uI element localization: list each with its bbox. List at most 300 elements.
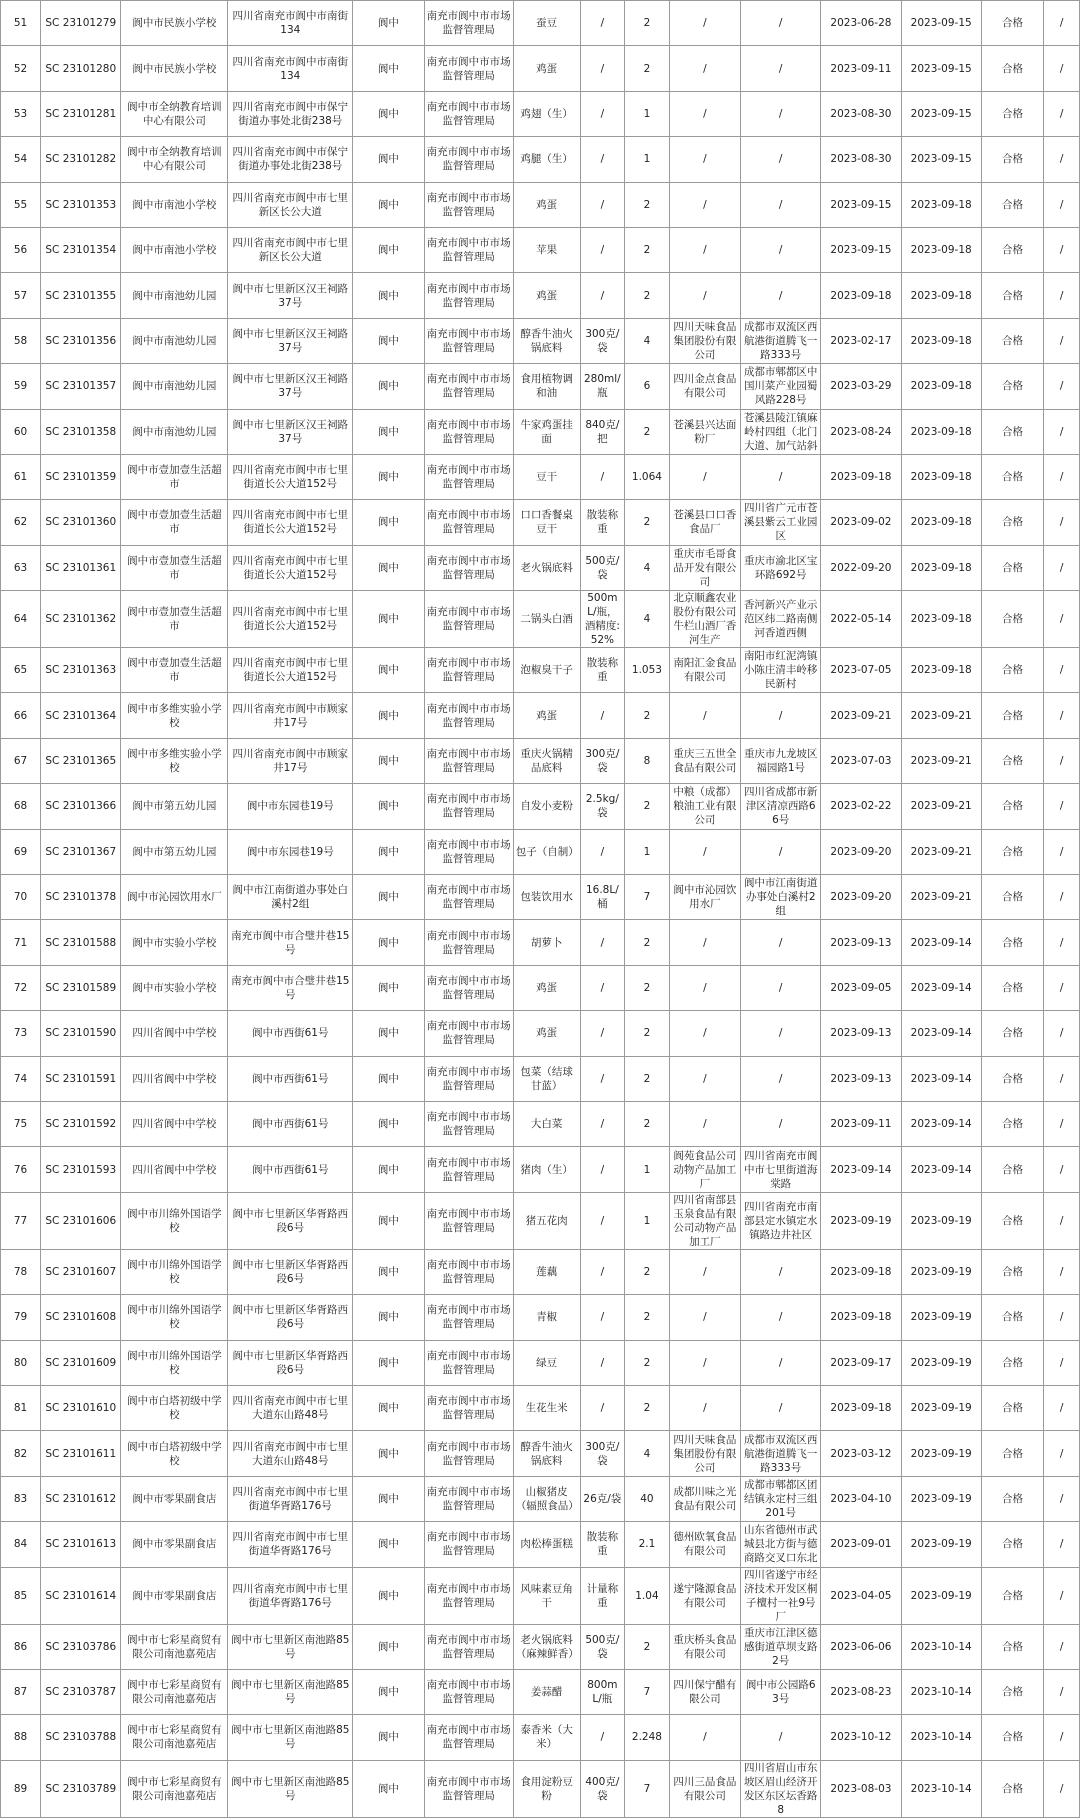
sample-name-cell: 莲藕 xyxy=(513,1249,580,1294)
sample-id-cell: SC 23101591 xyxy=(41,1056,121,1101)
manufacturer-name-cell: / xyxy=(669,1011,740,1056)
result-cell: 合格 xyxy=(981,1295,1043,1340)
region-cell: 阆中 xyxy=(353,693,424,738)
lot-quantity-cell: 1.04 xyxy=(625,1567,670,1624)
manufacturer-address-cell: 成都市郫都区中国川菜产业园蜀风路228号 xyxy=(741,364,821,409)
sampling-date-cell: 2023-09-14 xyxy=(901,1011,981,1056)
lot-quantity-cell: 1.064 xyxy=(625,454,670,499)
result-cell: 合格 xyxy=(981,1192,1043,1249)
sample-id-cell: SC 23103787 xyxy=(41,1669,121,1714)
sampled-unit-name-cell: 阆中市七彩星商贸有限公司南池嘉苑店 xyxy=(121,1669,228,1714)
spec-model-cell: 计量称重 xyxy=(580,1567,625,1624)
production-date-cell: 2023-08-30 xyxy=(821,137,901,182)
result-cell: 合格 xyxy=(981,648,1043,693)
sampling-date-cell: 2023-09-15 xyxy=(901,91,981,136)
production-date-cell: 2023-09-05 xyxy=(821,965,901,1010)
lot-quantity-cell: 1.053 xyxy=(625,648,670,693)
result-cell: 合格 xyxy=(981,91,1043,136)
production-date-cell: 2023-09-11 xyxy=(821,46,901,91)
remark-cell: / xyxy=(1044,784,1080,829)
production-date-cell: 2023-09-01 xyxy=(821,1522,901,1567)
result-cell: 合格 xyxy=(981,1567,1043,1624)
sampled-unit-name-cell: 阆中市川绵外国语学校 xyxy=(121,1340,228,1385)
manufacturer-name-cell: 阆苑食品公司 动物产品加工厂 xyxy=(669,1147,740,1192)
manufacturer-address-cell: / xyxy=(741,1101,821,1146)
task-source-cell: 南充市阆中市市场监督管理局 xyxy=(424,454,513,499)
table-row xyxy=(1,364,1080,409)
sampling-date-cell: 2023-09-19 xyxy=(901,1249,981,1294)
region-cell: 阆中 xyxy=(353,409,424,454)
spec-model-cell: / xyxy=(580,1340,625,1385)
result-cell: 合格 xyxy=(981,500,1043,545)
task-source-cell: 南充市阆中市市场监督管理局 xyxy=(424,648,513,693)
result-cell: 合格 xyxy=(981,409,1043,454)
spec-model-cell: 800mL/瓶 xyxy=(580,1669,625,1714)
spec-model-cell: 散装称重 xyxy=(580,648,625,693)
result-cell: 合格 xyxy=(981,182,1043,227)
sample-id-cell: SC 23101614 xyxy=(41,1567,121,1624)
spec-model-cell: / xyxy=(580,46,625,91)
table-row xyxy=(1,1147,1080,1192)
manufacturer-name-cell: / xyxy=(669,1056,740,1101)
sampling-date-cell: 2023-09-19 xyxy=(901,1567,981,1624)
sample-name-cell: 大白菜 xyxy=(513,1101,580,1146)
row-number-cell: 54 xyxy=(1,137,41,182)
sampled-unit-address-cell: 阆中市七里新区南池路85号 xyxy=(228,1669,353,1714)
lot-quantity-cell: 2.1 xyxy=(625,1522,670,1567)
production-date-cell: 2022-09-20 xyxy=(821,545,901,590)
task-source-cell: 南充市阆中市市场监督管理局 xyxy=(424,1192,513,1249)
remark-cell: / xyxy=(1044,1567,1080,1624)
row-number-cell: 57 xyxy=(1,273,41,318)
sampling-date-cell: 2023-09-19 xyxy=(901,1295,981,1340)
lot-quantity-cell: 40 xyxy=(625,1476,670,1521)
sampling-date-cell: 2023-09-19 xyxy=(901,1476,981,1521)
sampled-unit-name-cell: 阆中市南池幼儿园 xyxy=(121,318,228,363)
lot-quantity-cell: 1 xyxy=(625,137,670,182)
spec-model-cell: 500mL/瓶，酒精度:52% xyxy=(580,591,625,648)
production-date-cell: 2023-09-21 xyxy=(821,693,901,738)
result-cell: 合格 xyxy=(981,591,1043,648)
sample-name-cell: 山椒猪皮（辐照食品） xyxy=(513,1476,580,1521)
sampling-date-cell: 2023-09-14 xyxy=(901,1101,981,1146)
sampling-date-cell: 2023-09-19 xyxy=(901,1522,981,1567)
spec-model-cell: / xyxy=(580,1385,625,1430)
row-number-cell: 83 xyxy=(1,1476,41,1521)
sample-id-cell: SC 23101590 xyxy=(41,1011,121,1056)
sampled-unit-name-cell: 四川省阆中中学校 xyxy=(121,1056,228,1101)
row-number-cell: 73 xyxy=(1,1011,41,1056)
manufacturer-address-cell: 四川省遂宁市经济技术开发区桐子檀村一社9号厂 xyxy=(741,1567,821,1624)
task-source-cell: 南充市阆中市市场监督管理局 xyxy=(424,829,513,874)
sample-name-cell: 老火锅底料 xyxy=(513,545,580,590)
region-cell: 阆中 xyxy=(353,1295,424,1340)
spec-model-cell: / xyxy=(580,1056,625,1101)
row-number-cell: 53 xyxy=(1,91,41,136)
task-source-cell: 南充市阆中市市场监督管理局 xyxy=(424,1624,513,1669)
lot-quantity-cell: 2 xyxy=(625,409,670,454)
region-cell: 阆中 xyxy=(353,1011,424,1056)
spec-model-cell: / xyxy=(580,1192,625,1249)
manufacturer-address-cell: 成都市双流区西航港街道腾飞一路333号 xyxy=(741,318,821,363)
spec-model-cell: 300克/袋 xyxy=(580,738,625,783)
sampled-unit-name-cell: 阆中市全纳教育培训中心有限公司 xyxy=(121,91,228,136)
remark-cell: / xyxy=(1044,693,1080,738)
lot-quantity-cell: 1 xyxy=(625,1147,670,1192)
sampled-unit-address-cell: 南充市阆中市合璧井巷15号 xyxy=(228,920,353,965)
manufacturer-address-cell: 重庆市九龙坡区福园路1号 xyxy=(741,738,821,783)
production-date-cell: 2023-09-20 xyxy=(821,829,901,874)
sampling-date-cell: 2023-09-19 xyxy=(901,1340,981,1385)
sampling-date-cell: 2023-09-15 xyxy=(901,137,981,182)
lot-quantity-cell: 2 xyxy=(625,46,670,91)
manufacturer-address-cell: / xyxy=(741,1385,821,1430)
lot-quantity-cell: 4 xyxy=(625,591,670,648)
remark-cell: / xyxy=(1044,500,1080,545)
lot-quantity-cell: 8 xyxy=(625,738,670,783)
task-source-cell: 南充市阆中市市场监督管理局 xyxy=(424,965,513,1010)
row-number-cell: 87 xyxy=(1,1669,41,1714)
lot-quantity-cell: 1 xyxy=(625,91,670,136)
manufacturer-name-cell: / xyxy=(669,91,740,136)
sample-id-cell: SC 23101281 xyxy=(41,91,121,136)
sampling-date-cell: 2023-09-19 xyxy=(901,1192,981,1249)
sampling-date-cell: 2023-09-19 xyxy=(901,1431,981,1476)
spec-model-cell: 280ml/瓶 xyxy=(580,364,625,409)
table-row xyxy=(1,1567,1080,1624)
sample-name-cell: 鸡蛋 xyxy=(513,46,580,91)
remark-cell: / xyxy=(1044,1476,1080,1521)
lot-quantity-cell: 7 xyxy=(625,1669,670,1714)
row-number-cell: 52 xyxy=(1,46,41,91)
sampled-unit-address-cell: 四川省南充市阆中市七里大道东山路48号 xyxy=(228,1385,353,1430)
sample-id-cell: SC 23101355 xyxy=(41,273,121,318)
manufacturer-name-cell: / xyxy=(669,693,740,738)
production-date-cell: 2023-04-05 xyxy=(821,1567,901,1624)
production-date-cell: 2023-08-30 xyxy=(821,91,901,136)
sample-name-cell: 牛家鸡蛋挂面 xyxy=(513,409,580,454)
task-source-cell: 南充市阆中市市场监督管理局 xyxy=(424,1567,513,1624)
sample-name-cell: 青椒 xyxy=(513,1295,580,1340)
sampled-unit-name-cell: 阆中市全纳教育培训中心有限公司 xyxy=(121,137,228,182)
production-date-cell: 2023-08-03 xyxy=(821,1760,901,1817)
sampled-unit-address-cell: 阆中市西街61号 xyxy=(228,1101,353,1146)
sampled-unit-address-cell: 四川省南充市阆中市南街134 xyxy=(228,46,353,91)
task-source-cell: 南充市阆中市市场监督管理局 xyxy=(424,1011,513,1056)
task-source-cell: 南充市阆中市市场监督管理局 xyxy=(424,738,513,783)
spec-model-cell: / xyxy=(580,1715,625,1760)
remark-cell: / xyxy=(1044,1,1080,46)
sampled-unit-address-cell: 四川省南充市阆中市顾家井17号 xyxy=(228,693,353,738)
region-cell: 阆中 xyxy=(353,364,424,409)
region-cell: 阆中 xyxy=(353,1101,424,1146)
sampled-unit-address-cell: 阆中市西街61号 xyxy=(228,1056,353,1101)
remark-cell: / xyxy=(1044,137,1080,182)
task-source-cell: 南充市阆中市市场监督管理局 xyxy=(424,1669,513,1714)
lot-quantity-cell: 2 xyxy=(625,500,670,545)
row-number-cell: 77 xyxy=(1,1192,41,1249)
result-cell: 合格 xyxy=(981,1101,1043,1146)
sampled-unit-name-cell: 阆中市民族小学校 xyxy=(121,46,228,91)
production-date-cell: 2023-09-19 xyxy=(821,1192,901,1249)
result-cell: 合格 xyxy=(981,227,1043,272)
table-row xyxy=(1,1385,1080,1430)
remark-cell: / xyxy=(1044,1147,1080,1192)
table-row xyxy=(1,227,1080,272)
task-source-cell: 南充市阆中市市场监督管理局 xyxy=(424,1431,513,1476)
result-cell: 合格 xyxy=(981,693,1043,738)
manufacturer-name-cell: 重庆三五世全食品有限公司 xyxy=(669,738,740,783)
manufacturer-address-cell: / xyxy=(741,1295,821,1340)
sample-id-cell: SC 23101378 xyxy=(41,875,121,920)
region-cell: 阆中 xyxy=(353,1147,424,1192)
sampled-unit-name-cell: 阆中市零果副食店 xyxy=(121,1476,228,1521)
sampled-unit-address-cell: 阆中市西街61号 xyxy=(228,1147,353,1192)
sampled-unit-address-cell: 四川省南充市阆中市七里街道长公大道152号 xyxy=(228,591,353,648)
sample-name-cell: 绿豆 xyxy=(513,1340,580,1385)
sample-name-cell: 生花生米 xyxy=(513,1385,580,1430)
manufacturer-name-cell: / xyxy=(669,1249,740,1294)
production-date-cell: 2023-06-06 xyxy=(821,1624,901,1669)
manufacturer-address-cell: 成都市双流区西航港街道腾飞一路333号 xyxy=(741,1431,821,1476)
region-cell: 阆中 xyxy=(353,1340,424,1385)
sampled-unit-name-cell: 阆中市白塔初级中学校 xyxy=(121,1385,228,1430)
region-cell: 阆中 xyxy=(353,1,424,46)
region-cell: 阆中 xyxy=(353,1567,424,1624)
sample-id-cell: SC 23101365 xyxy=(41,738,121,783)
sampled-unit-address-cell: 四川省南充市阆中市七里街道长公大道152号 xyxy=(228,545,353,590)
manufacturer-address-cell: 南阳市红泥湾镇小陈庄清丰岭移民新村 xyxy=(741,648,821,693)
region-cell: 阆中 xyxy=(353,648,424,693)
result-cell: 合格 xyxy=(981,545,1043,590)
lot-quantity-cell: 2 xyxy=(625,1,670,46)
production-date-cell: 2023-09-02 xyxy=(821,500,901,545)
result-cell: 合格 xyxy=(981,454,1043,499)
table-row xyxy=(1,1340,1080,1385)
remark-cell: / xyxy=(1044,46,1080,91)
task-source-cell: 南充市阆中市市场监督管理局 xyxy=(424,920,513,965)
sample-name-cell: 肉松棒蛋糕 xyxy=(513,1522,580,1567)
sampled-unit-name-cell: 阆中市第五幼儿园 xyxy=(121,784,228,829)
manufacturer-name-cell: 遂宁隆源食品有限公司 xyxy=(669,1567,740,1624)
row-number-cell: 61 xyxy=(1,454,41,499)
spec-model-cell: / xyxy=(580,693,625,738)
result-cell: 合格 xyxy=(981,1669,1043,1714)
sampling-date-cell: 2023-09-14 xyxy=(901,920,981,965)
row-number-cell: 67 xyxy=(1,738,41,783)
task-source-cell: 南充市阆中市市场监督管理局 xyxy=(424,227,513,272)
spec-model-cell: 2.5kg/袋 xyxy=(580,784,625,829)
lot-quantity-cell: 2 xyxy=(625,693,670,738)
spec-model-cell: 840克/把 xyxy=(580,409,625,454)
task-source-cell: 南充市阆中市市场监督管理局 xyxy=(424,1715,513,1760)
region-cell: 阆中 xyxy=(353,91,424,136)
sample-id-cell: SC 23101280 xyxy=(41,46,121,91)
region-cell: 阆中 xyxy=(353,1385,424,1430)
sample-id-cell: SC 23101361 xyxy=(41,545,121,590)
sampled-unit-name-cell: 阆中市川绵外国语学校 xyxy=(121,1295,228,1340)
production-date-cell: 2023-10-12 xyxy=(821,1715,901,1760)
sampled-unit-address-cell: 阆中市七里新区华胥路西段6号 xyxy=(228,1192,353,1249)
lot-quantity-cell: 2 xyxy=(625,182,670,227)
sampled-unit-name-cell: 阆中市南池小学校 xyxy=(121,227,228,272)
production-date-cell: 2023-09-18 xyxy=(821,1295,901,1340)
table-row xyxy=(1,454,1080,499)
sampling-date-cell: 2023-09-18 xyxy=(901,500,981,545)
sampled-unit-address-cell: 阆中市七里新区南池路85号 xyxy=(228,1624,353,1669)
remark-cell: / xyxy=(1044,1011,1080,1056)
sampled-unit-name-cell: 四川省阆中中学校 xyxy=(121,1101,228,1146)
manufacturer-name-cell: 四川省南部县玉泉食品有限公司动物产品加工厂 xyxy=(669,1192,740,1249)
sampling-date-cell: 2023-09-18 xyxy=(901,227,981,272)
sampled-unit-address-cell: 阆中市七里新区南池路85号 xyxy=(228,1715,353,1760)
production-date-cell: 2023-03-12 xyxy=(821,1431,901,1476)
spec-model-cell: / xyxy=(580,91,625,136)
region-cell: 阆中 xyxy=(353,1522,424,1567)
manufacturer-address-cell: 阆中市公园路63号 xyxy=(741,1669,821,1714)
spec-model-cell: / xyxy=(580,1,625,46)
sample-id-cell: SC 23101589 xyxy=(41,965,121,1010)
manufacturer-address-cell: / xyxy=(741,91,821,136)
row-number-cell: 76 xyxy=(1,1147,41,1192)
row-number-cell: 80 xyxy=(1,1340,41,1385)
task-source-cell: 南充市阆中市市场监督管理局 xyxy=(424,91,513,136)
production-date-cell: 2023-02-22 xyxy=(821,784,901,829)
sampled-unit-name-cell: 阆中市壹加壹生活超市 xyxy=(121,591,228,648)
result-cell: 合格 xyxy=(981,1056,1043,1101)
manufacturer-name-cell: / xyxy=(669,920,740,965)
result-cell: 合格 xyxy=(981,1,1043,46)
sample-id-cell: SC 23101367 xyxy=(41,829,121,874)
sample-name-cell: 重庆火锅精品底料 xyxy=(513,738,580,783)
sample-id-cell: SC 23101353 xyxy=(41,182,121,227)
spec-model-cell: / xyxy=(580,965,625,1010)
sampled-unit-name-cell: 阆中市零果副食店 xyxy=(121,1522,228,1567)
sample-name-cell: 食用植物调和油 xyxy=(513,364,580,409)
manufacturer-address-cell: 四川省成都市新津区清凉西路66号 xyxy=(741,784,821,829)
spec-model-cell: / xyxy=(580,454,625,499)
sampled-unit-address-cell: 四川省南充市阆中市七里街道华胥路176号 xyxy=(228,1567,353,1624)
row-number-cell: 82 xyxy=(1,1431,41,1476)
manufacturer-address-cell: 香河新兴产业示范区纬二路南侧河香道西侧 xyxy=(741,591,821,648)
sampled-unit-address-cell: 阆中市七里新区华胥路西段6号 xyxy=(228,1295,353,1340)
result-cell: 合格 xyxy=(981,829,1043,874)
sampling-date-cell: 2023-09-15 xyxy=(901,1,981,46)
manufacturer-address-cell: / xyxy=(741,137,821,182)
task-source-cell: 南充市阆中市市场监督管理局 xyxy=(424,1385,513,1430)
sampled-unit-name-cell: 阆中市零果副食店 xyxy=(121,1567,228,1624)
row-number-cell: 63 xyxy=(1,545,41,590)
sampled-unit-address-cell: 四川省南充市阆中市七里街道长公大道152号 xyxy=(228,500,353,545)
manufacturer-address-cell: 四川省眉山市东坡区眉山经济开发区东区坛香路8 xyxy=(741,1760,821,1817)
lot-quantity-cell: 2 xyxy=(625,1101,670,1146)
task-source-cell: 南充市阆中市市场监督管理局 xyxy=(424,500,513,545)
table-row xyxy=(1,409,1080,454)
sample-id-cell: SC 23101613 xyxy=(41,1522,121,1567)
sampled-unit-address-cell: 阆中市东园巷19号 xyxy=(228,829,353,874)
remark-cell: / xyxy=(1044,875,1080,920)
region-cell: 阆中 xyxy=(353,500,424,545)
sample-name-cell: 姜蒜醋 xyxy=(513,1669,580,1714)
sampled-unit-name-cell: 阆中市川绵外国语学校 xyxy=(121,1249,228,1294)
sample-name-cell: 鸡蛋 xyxy=(513,965,580,1010)
remark-cell: / xyxy=(1044,318,1080,363)
spec-model-cell: / xyxy=(580,273,625,318)
spec-model-cell: 300克/袋 xyxy=(580,1431,625,1476)
sampling-date-cell: 2023-09-21 xyxy=(901,693,981,738)
sample-name-cell: 鸡腿（生） xyxy=(513,137,580,182)
sample-name-cell: 口口香餐桌豆干 xyxy=(513,500,580,545)
sample-id-cell: SC 23101608 xyxy=(41,1295,121,1340)
manufacturer-name-cell: 中粮（成都）粮油工业有限公司 xyxy=(669,784,740,829)
sampled-unit-name-cell: 阆中市民族小学校 xyxy=(121,1,228,46)
row-number-cell: 66 xyxy=(1,693,41,738)
production-date-cell: 2023-09-18 xyxy=(821,1385,901,1430)
row-number-cell: 56 xyxy=(1,227,41,272)
manufacturer-address-cell: / xyxy=(741,1011,821,1056)
manufacturer-name-cell: 重庆桥头食品有限公司 xyxy=(669,1624,740,1669)
sampling-date-cell: 2023-09-14 xyxy=(901,1147,981,1192)
sampling-date-cell: 2023-10-14 xyxy=(901,1669,981,1714)
remark-cell: / xyxy=(1044,182,1080,227)
sample-name-cell: 猪五花肉 xyxy=(513,1192,580,1249)
lot-quantity-cell: 2 xyxy=(625,1624,670,1669)
manufacturer-name-cell: / xyxy=(669,1101,740,1146)
sample-name-cell: 二锅头白酒 xyxy=(513,591,580,648)
lot-quantity-cell: 2 xyxy=(625,227,670,272)
sample-name-cell: 猪肉（生） xyxy=(513,1147,580,1192)
sample-name-cell: 苹果 xyxy=(513,227,580,272)
manufacturer-name-cell: 四川天味食品集团股份有限公司 xyxy=(669,1431,740,1476)
region-cell: 阆中 xyxy=(353,875,424,920)
manufacturer-address-cell: 四川省南充市阆中市七里街道海棠路 xyxy=(741,1147,821,1192)
region-cell: 阆中 xyxy=(353,1431,424,1476)
spec-model-cell: / xyxy=(580,1249,625,1294)
sampled-unit-address-cell: 阆中市七里新区汉王祠路37号 xyxy=(228,409,353,454)
manufacturer-address-cell: 重庆市江津区德感街道草坝支路2号 xyxy=(741,1624,821,1669)
remark-cell: / xyxy=(1044,1340,1080,1385)
sample-id-cell: SC 23101364 xyxy=(41,693,121,738)
spec-model-cell: 散装称重 xyxy=(580,1522,625,1567)
task-source-cell: 南充市阆中市市场监督管理局 xyxy=(424,364,513,409)
region-cell: 阆中 xyxy=(353,829,424,874)
sample-id-cell: SC 23101611 xyxy=(41,1431,121,1476)
sampled-unit-address-cell: 四川省南充市阆中市七里街道华胥路176号 xyxy=(228,1522,353,1567)
task-source-cell: 南充市阆中市市场监督管理局 xyxy=(424,1476,513,1521)
sampling-date-cell: 2023-09-18 xyxy=(901,318,981,363)
sample-name-cell: 胡萝卜 xyxy=(513,920,580,965)
remark-cell: / xyxy=(1044,454,1080,499)
result-cell: 合格 xyxy=(981,1340,1043,1385)
sampling-date-cell: 2023-09-18 xyxy=(901,454,981,499)
region-cell: 阆中 xyxy=(353,454,424,499)
region-cell: 阆中 xyxy=(353,784,424,829)
manufacturer-name-cell: 南阳汇金食品有限公司 xyxy=(669,648,740,693)
lot-quantity-cell: 2 xyxy=(625,965,670,1010)
task-source-cell: 南充市阆中市市场监督管理局 xyxy=(424,693,513,738)
sampled-unit-address-cell: 四川省南充市阆中市七里街道华胥路176号 xyxy=(228,1476,353,1521)
row-number-cell: 71 xyxy=(1,920,41,965)
region-cell: 阆中 xyxy=(353,738,424,783)
region-cell: 阆中 xyxy=(353,1715,424,1760)
sampled-unit-name-cell: 阆中市实验小学校 xyxy=(121,965,228,1010)
production-date-cell: 2023-06-28 xyxy=(821,1,901,46)
remark-cell: / xyxy=(1044,1431,1080,1476)
spec-model-cell: 400克/袋 xyxy=(580,1760,625,1817)
lot-quantity-cell: 2 xyxy=(625,1056,670,1101)
table-row xyxy=(1,591,1080,648)
sampled-unit-address-cell: 阆中市七里新区华胥路西段6号 xyxy=(228,1249,353,1294)
